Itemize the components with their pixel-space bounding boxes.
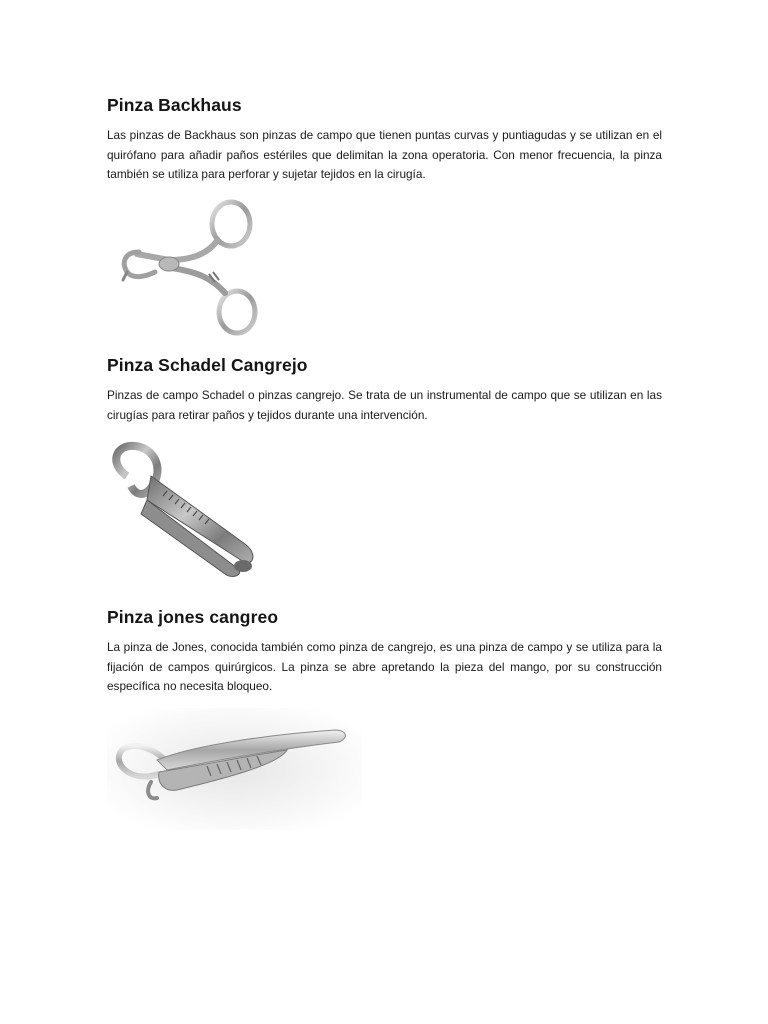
- section-schadel: [107, 354, 662, 425]
- section-title: Pinza Schadel Cangrejo: [107, 355, 308, 375]
- jones-clamp-image: [107, 708, 362, 830]
- backhaus-clamp-image: [107, 196, 272, 340]
- schadel-clamp-icon: [107, 436, 265, 594]
- section-body: La pinza de Jones, conocida también como pinza de cangrejo, es una pinza de campo y se utiliza para la fijación de campos quirúrgicos. La pinza se abre apretando la pieza del mango, por su construcción específica no necesita bloqueo.: [107, 640, 662, 693]
- section-title: Pinza Backhaus: [107, 95, 242, 115]
- jones-clamp-icon: [107, 708, 362, 830]
- section-jones: [107, 606, 662, 697]
- section-body: Las pinzas de Backhaus son pinzas de campo que tienen puntas curvas y puntiagudas y se utilizan en el quirófano para añadir paños estériles que delimitan la zona operatoria. Con menor frecuencia, la pinza también se utiliza para perforar y sujetar tejidos en la cirugía.: [107, 128, 662, 181]
- section-body: Pinzas de campo Schadel o pinzas cangrejo. Se trata de un instrumental de campo que se utilizan en las cirugías para retirar paños y tejidos durante una intervención.: [107, 388, 662, 422]
- section-backhaus: [107, 94, 662, 185]
- schadel-clamp-image: [107, 436, 265, 594]
- backhaus-clamp-icon: [107, 196, 272, 340]
- section-title: Pinza jones cangreo: [107, 607, 279, 627]
